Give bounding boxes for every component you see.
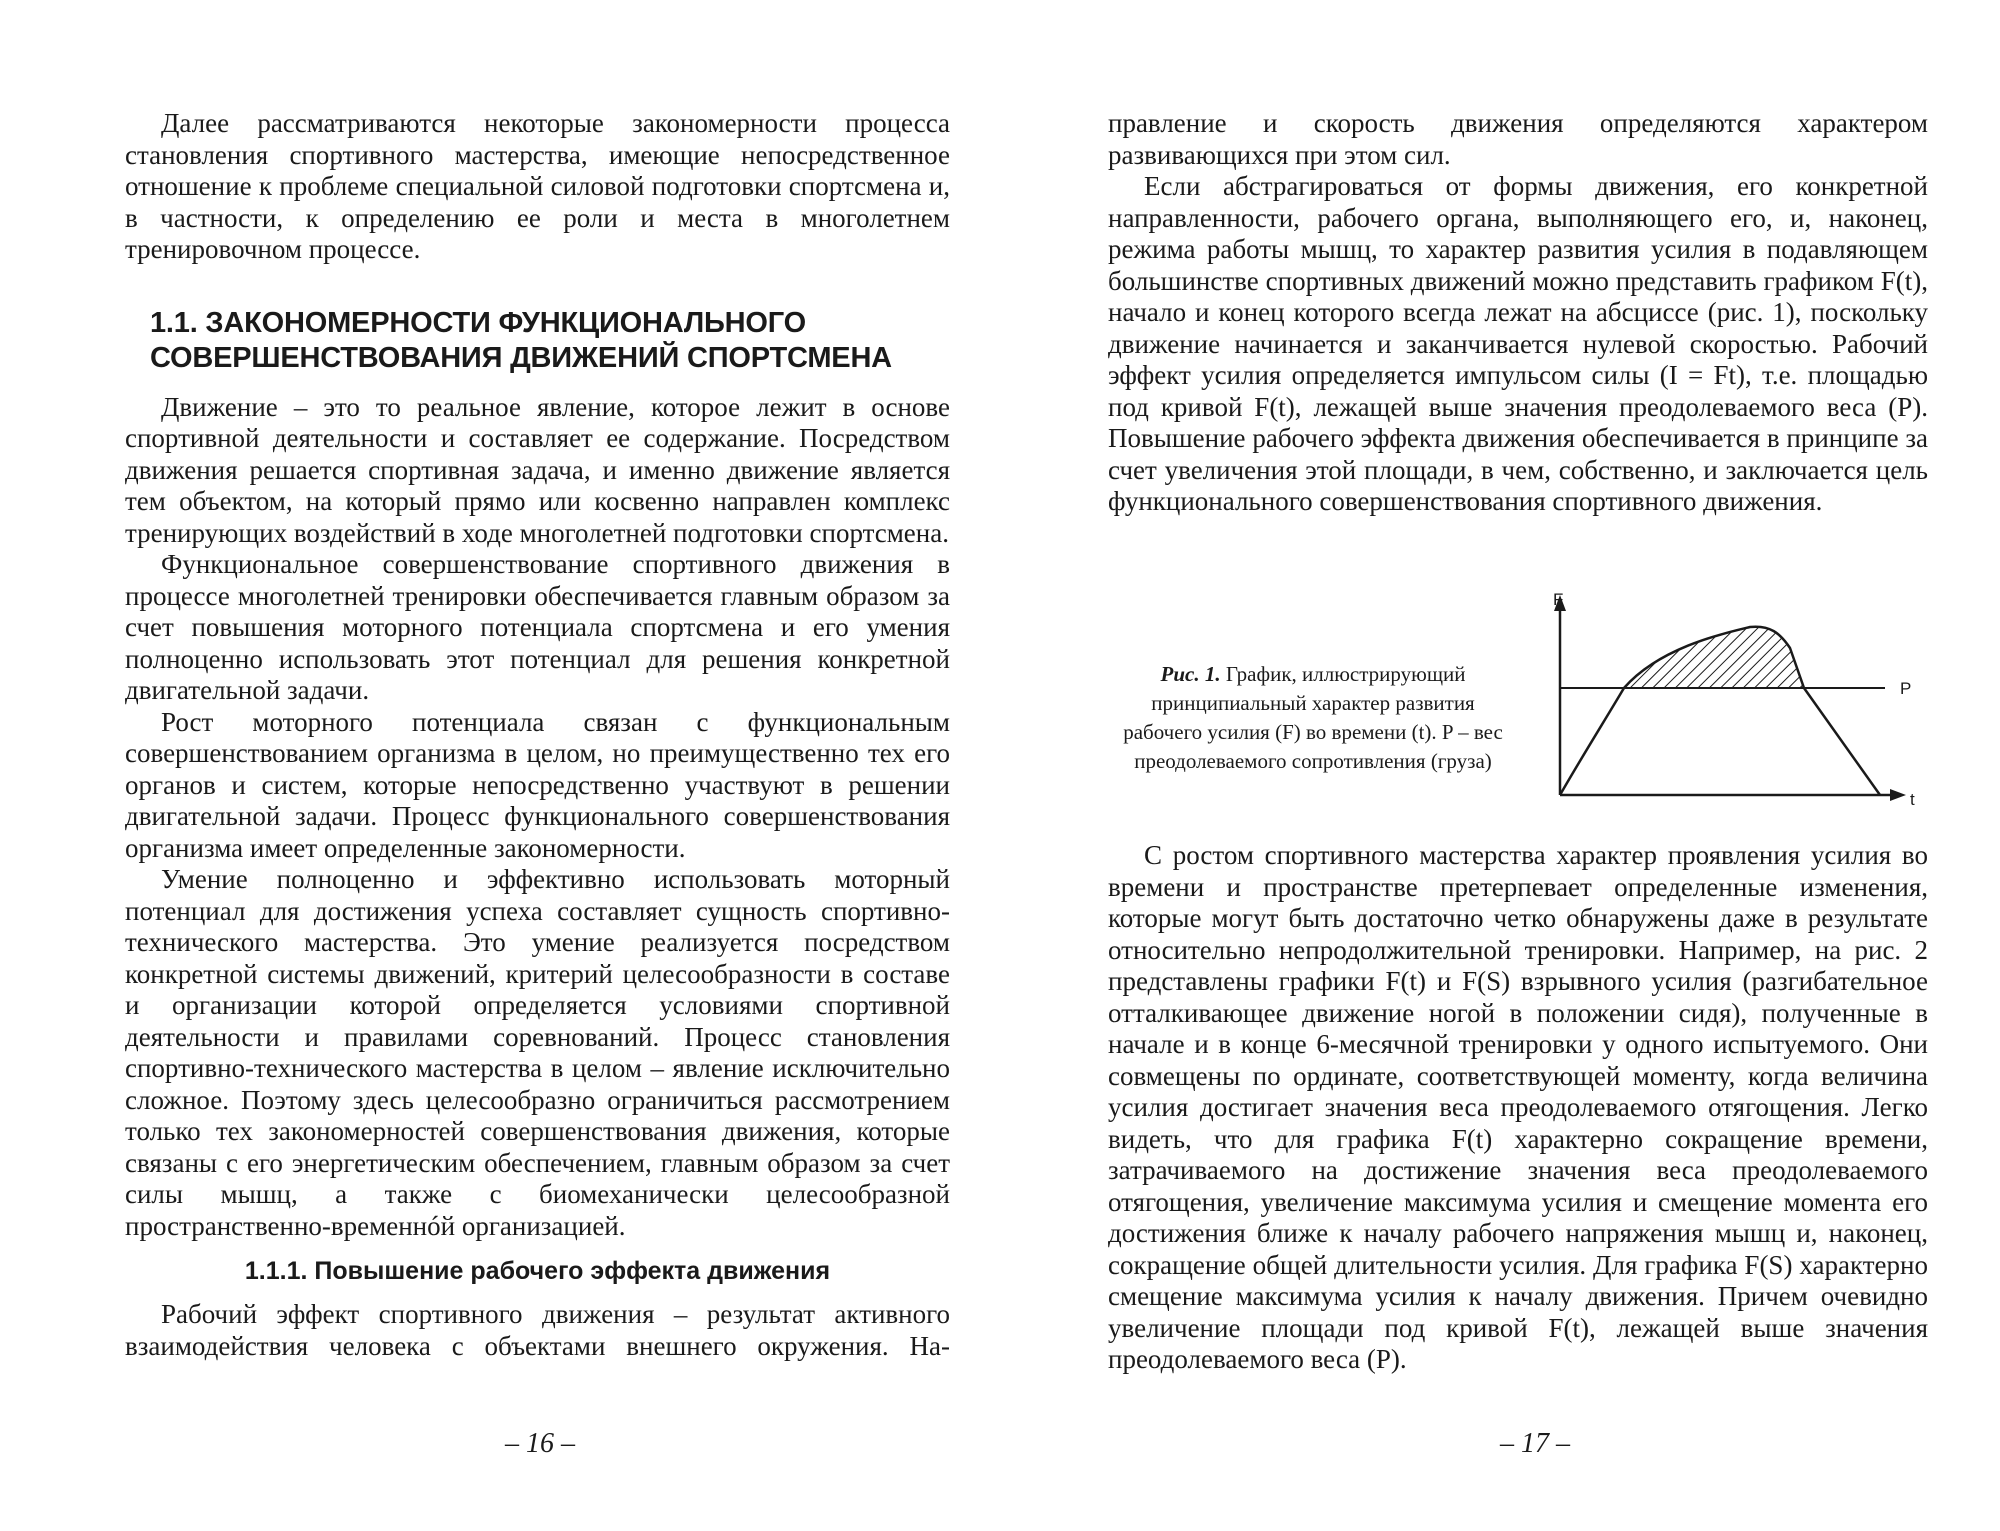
body-paragraph: Движение – это то реальное явление, которое лежит в основе спортивной деятельности и составляет ее содержание. Посредством движения решается спортивная задача, и именно движение является тем объектом, на который прямо или косвенно направлен комплекс тренирующих воздействий в ходе многолетней подготовки спортсмена. xyxy=(125,391,950,548)
chapter-heading-line1: 1.1. ЗАКОНОМЕРНОСТИ ФУНКЦИОНАЛЬНОГО xyxy=(150,306,806,339)
chapter-heading-line2: СОВЕРШЕНСТВОВАНИЯ ДВИЖЕНИЙ СПОРТСМЕНА xyxy=(150,341,892,374)
chapter-heading xyxy=(150,306,950,376)
body-paragraph: Функциональное совершенствование спортивного движения в процессе многолетней тренировки обеспечивается главным образом за счет повышения моторного потенциала спортсмена и его умения полноценно использовать этот потенциал для решения конкретной двигательной задачи. xyxy=(125,549,950,705)
right-page xyxy=(1000,0,2000,1531)
body-paragraph-last: Рабочий эффект спортивного движения – результат активного взаимодействия человека с объектами внешнего окружения. На- xyxy=(125,1299,950,1361)
impulse-area xyxy=(1560,627,1880,795)
figure-caption-text: График, иллюстрирующий принципиальный характер развития рабочего усилия (F) во времени (t). P – вес преодолеваемого сопротивления (груза) xyxy=(1123,662,1503,773)
y-axis-label: F xyxy=(1553,589,1564,609)
x-axis-arrow-icon xyxy=(1890,789,1906,801)
figure-label: Рис. 1. xyxy=(1160,662,1221,686)
x-axis-label: t xyxy=(1910,789,1915,809)
body-paragraph: Если абстрагироваться от формы движения, его конкретной направленности, рабочего органа, выполняющего его, и, наконец, режима работы мышц, то характер развития усилия в подавляющем большинстве спортивных движений можно представить графиком F(t), начало и конец которого всегда лежат на абсциссе (рис. 1), поскольку движение начинается и заканчивается нулевой скоростью. Рабочий эффект усилия определяется импульсом силы (I = Ft), т.е. площадью под кривой F(t), лежащей выше значения преодолеваемого веса (P). Повышение рабочего эффекта движения обеспечивается в принципе за счет увеличения этой площади, в чем, собственно, и заключается цель функционального совершенствования спортивного движения. xyxy=(1108,171,1928,516)
body-paragraph: Умение полноценно и эффективно использовать моторный потенциал для достижения успеха составляет сущность спортивно-технического мастерства. Это умение реализуется посредством конкретной системы движений, критерий целесообразности в составе и организации которой определяется условиями спортивной деятельности и правилами соревнований. Процесс становления спортивно-технического мастерства в целом – явление исключительно сложное. Поэтому здесь целесообразно ограничиться рассмотрением только тех закономерностей совершенствования движения, которые связаны с его энергетическим обеспечением, главным образом за счет силы мышц, а также с биомеханически целесообразной пространственно-временнóй организацией. xyxy=(125,864,950,1241)
force-time-graph xyxy=(1540,585,1920,810)
body-paragraph: С ростом спортивного мастерства характер проявления усилия во времени и пространстве претерпевает определенные изменения, которые могут быть достаточно четко обнаружены даже в результате относительно непродолжительной тренировки. Например, на рис. 2 представлены графики F(t) и F(S) взрывного усилия (разгибательное отталкивающее движение ногой в положении сидя), полученные в начале и в конце 6-месячной тренировки у одного испытуемого. Они совмещены по ординате, соответствующей моменту, когда величина усилия достигает значения веса преодолеваемого отягощения. Легко видеть, что для графика F(t) характерно сокращение времени, затрачиваемого на достижение значения веса преодолеваемого отягощения, увеличение максимума усилия и смещение момента его достижения ближе к началу рабочего напряжения мышц и, наконец, сокращение общей длительности усилия. Для графика F(S) характерно смещение максимума усилия к началу движения. Причем очевидно увеличение площади под кривой F(t), лежащей выше значения преодолеваемого веса (P). xyxy=(1108,840,1928,1374)
right-text-column-bottom xyxy=(1108,840,1928,1376)
intro-paragraph: Далее рассматриваются некоторые закономерности процесса становления спортивного мастерства, имеющие непосредственное отношение к проблеме специальной силовой подготовки спортсмена и, в частности, к определению ее роли и места в многолетнем тренировочном процессе. xyxy=(125,108,950,264)
page-number-left: – 16 – xyxy=(505,1428,575,1459)
p-line-label: P xyxy=(1900,678,1912,698)
figure-graph xyxy=(1540,585,1920,815)
left-text-column xyxy=(125,108,950,1362)
body-paragraph: Рост моторного потенциала связан с функциональным совершенствованием организма в целом, но преимущественно тех его органов и систем, которые непосредственно участвуют в решении двигательной задачи. Процесс функционального совершенствования организма имеет определенные закономерности. xyxy=(125,706,950,863)
page-number-right: – 17 – xyxy=(1500,1428,1570,1459)
right-text-column-top xyxy=(1108,108,1928,518)
section-heading: 1.1.1. Повышение рабочего эффекта движения xyxy=(244,1257,831,1285)
figure-caption xyxy=(1113,660,1513,776)
continuation-paragraph: правление и скорость движения определяются характером развивающихся при этом сил. xyxy=(1108,108,1928,170)
